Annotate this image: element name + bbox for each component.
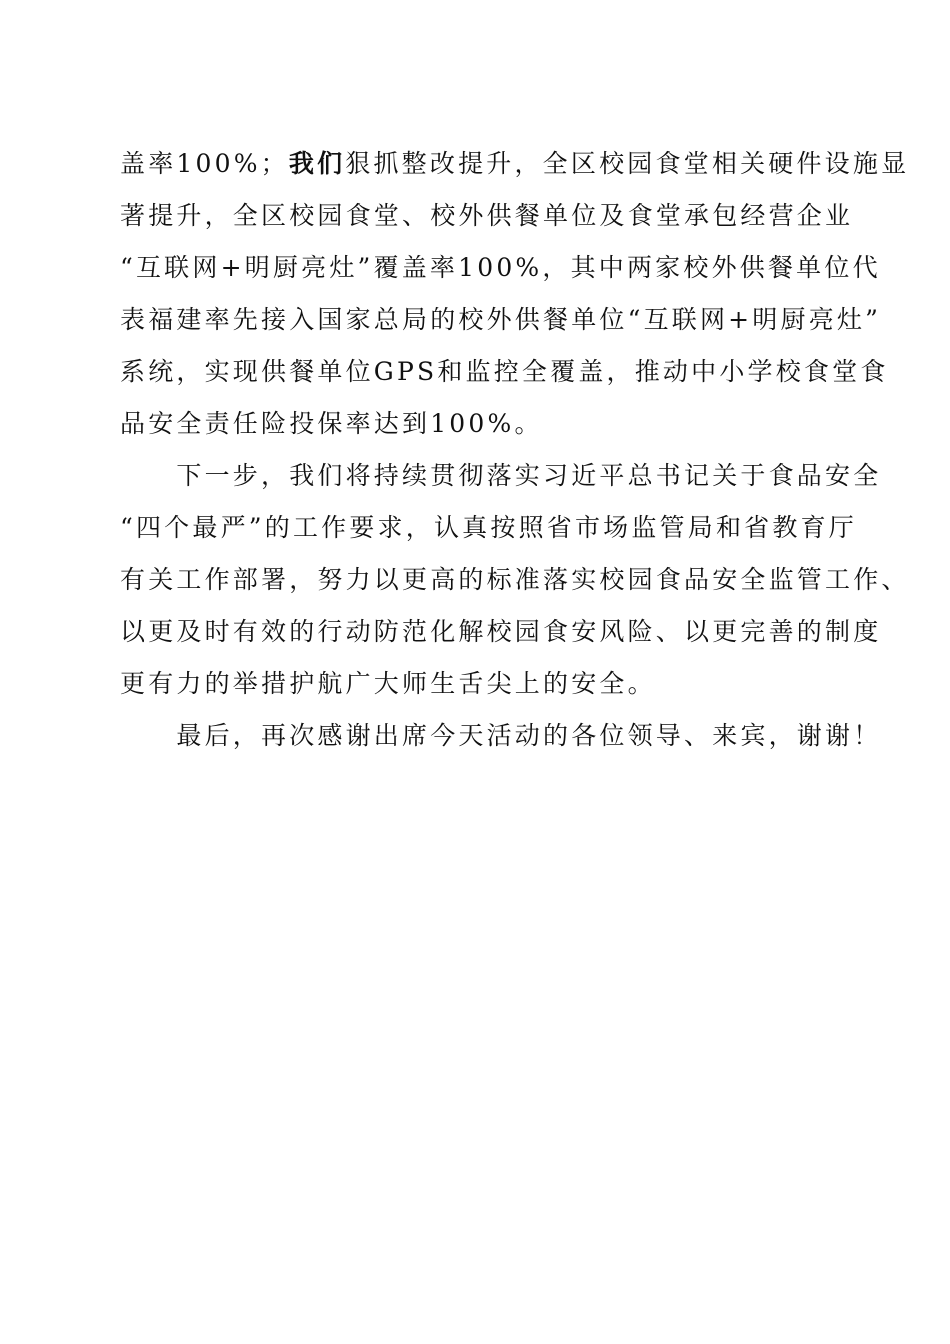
paragraph-progress-summary <box>120 138 910 450</box>
paragraph-next-steps <box>120 450 910 710</box>
text-line: 表福建率先接入国家总局的校外供餐单位“互联网+明厨亮灶” <box>120 305 882 334</box>
text-segment: 狠抓整改提升，全区校园食堂相关硬件设施显 <box>345 149 910 178</box>
text-segment: 盖率100%； <box>120 149 289 178</box>
text-line: 品安全责任险投保率达到100%。 <box>120 409 543 438</box>
text-line: 更有力的举措护航广大师生舌尖上的安全。 <box>120 669 656 698</box>
text-line: “互联网+明厨亮灶”覆盖率100%，其中两家校外供餐单位代 <box>120 253 881 282</box>
text-line: “四个最严”的工作要求，认真按照省市场监管局和省教育厅 <box>120 513 857 542</box>
document-body <box>120 138 910 762</box>
paragraph-closing-thanks <box>120 710 882 762</box>
text-line: 有关工作部署，努力以更高的标准落实校园食品安全监管工作、 <box>120 565 910 594</box>
text-line: 著提升，全区校园食堂、校外供餐单位及食堂承包经营企业 <box>120 201 854 230</box>
text-line <box>120 138 910 190</box>
bold-text-segment: 我们 <box>288 149 346 178</box>
text-line: 下一步，我们将持续贯彻落实习近平总书记关于食品安全 <box>120 461 882 490</box>
text-line: 以更及时有效的行动防范化解校园食安风险、以更完善的制度 <box>120 617 882 646</box>
text-line: 最后，再次感谢出席今天活动的各位领导、来宾，谢谢！ <box>120 721 882 750</box>
text-line: 系统，实现供餐单位GPS和监控全覆盖，推动中小学校食堂食 <box>120 357 889 386</box>
